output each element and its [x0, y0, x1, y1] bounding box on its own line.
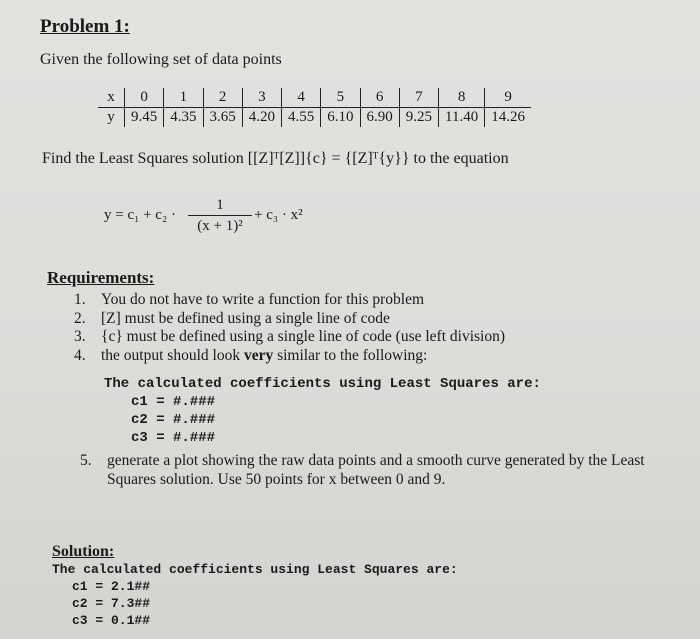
y-cell: 4.20: [242, 108, 281, 128]
x-cell: 0: [125, 88, 164, 108]
item-text-post: similar to the following:: [273, 346, 428, 364]
solution-output-line: c1 = 2.1##: [72, 579, 151, 594]
item-text-line: generate a plot showing the raw data points and a smooth curve generated by the Least: [107, 452, 645, 469]
y-cell: 9.25: [399, 108, 438, 128]
x-cell: 7: [399, 88, 438, 108]
list-item: [74, 347, 505, 366]
problem-intro: Given the following set of data points: [40, 51, 282, 68]
item-number: 1.: [74, 291, 86, 308]
solution-title: Solution:: [52, 543, 115, 560]
find-text-post: to the equation: [409, 150, 509, 167]
x-cell: 2: [203, 88, 242, 108]
sample-output-block: [104, 375, 541, 447]
item-text: {c} must be defined using a single line of code (use left division): [101, 328, 506, 345]
equation-fraction: [188, 197, 252, 235]
normal-equation: [[Z]ᵀ[Z]]{c} = {[Z]ᵀ{y}}: [247, 150, 410, 167]
x-cell: 8: [439, 88, 485, 108]
x-cell: 5: [321, 88, 360, 108]
list-item: [74, 328, 505, 347]
fraction-numerator: 1: [188, 197, 252, 216]
requirements-list: [74, 291, 505, 365]
y-cell: 6.10: [321, 108, 360, 128]
y-cell: 4.55: [282, 108, 321, 128]
solution-output-block: [52, 561, 458, 629]
x-cell: 3: [242, 88, 281, 108]
y-cell: 3.65: [203, 108, 242, 128]
item-text: [101, 347, 427, 366]
solution-output-line: c2 = 7.3##: [72, 596, 151, 611]
item-text: [107, 451, 645, 489]
x-cell: 4: [282, 88, 321, 108]
item-number: 5.: [80, 452, 92, 469]
sample-output-line: c3 = #.###: [131, 430, 216, 446]
find-text-pre: Find the Least Squares solution: [42, 150, 248, 167]
sample-output-header: The calculated coefficients using Least Squares are:: [104, 376, 541, 392]
y-label: y: [107, 109, 115, 125]
x-label: x: [98, 88, 125, 108]
y-cell: 14.26: [485, 108, 531, 128]
equation-right: + c₃ · x²: [254, 207, 303, 223]
x-cell: 9: [485, 88, 531, 108]
x-cell: 1: [164, 88, 203, 108]
list-item: [74, 310, 505, 329]
fraction-denominator: (x + 1)²: [197, 218, 243, 234]
find-instruction: [42, 150, 509, 168]
y-row: [98, 108, 531, 128]
item-text: You do not have to write a function for this problem: [101, 291, 425, 308]
item-number: 4.: [74, 346, 86, 364]
y-cell: 6.90: [360, 108, 399, 128]
solution-output-line: c3 = 0.1##: [72, 613, 151, 628]
y-cell: 11.40: [439, 108, 485, 128]
item-text-emphasis: very: [243, 346, 274, 364]
item-text-line: Squares solution. Use 50 points for x between 0 and 9.: [107, 471, 446, 488]
data-points-table: [98, 88, 531, 127]
item-number: 2.: [74, 309, 86, 327]
y-cell: 4.35: [164, 108, 203, 128]
item-text-pre: the output should look: [101, 346, 244, 364]
y-cell: 9.45: [125, 108, 164, 128]
equation-left: y = c₁ + c₂ ·: [104, 207, 176, 223]
item-text: [Z] must be defined using a single line of code: [101, 309, 390, 327]
sample-output-line: c2 = #.###: [131, 412, 216, 428]
sample-output-line: c1 = #.###: [131, 394, 216, 410]
list-item-5: [80, 451, 645, 489]
solution-output-header: The calculated coefficients using Least Squares are:: [52, 562, 458, 577]
list-item: [74, 291, 505, 310]
x-cell: 6: [360, 88, 399, 108]
x-row: [98, 88, 531, 108]
requirements-title: Requirements:: [47, 268, 155, 287]
item-number: 3.: [74, 328, 86, 345]
problem-title: Problem 1:: [40, 16, 130, 37]
model-equation: [104, 197, 364, 247]
